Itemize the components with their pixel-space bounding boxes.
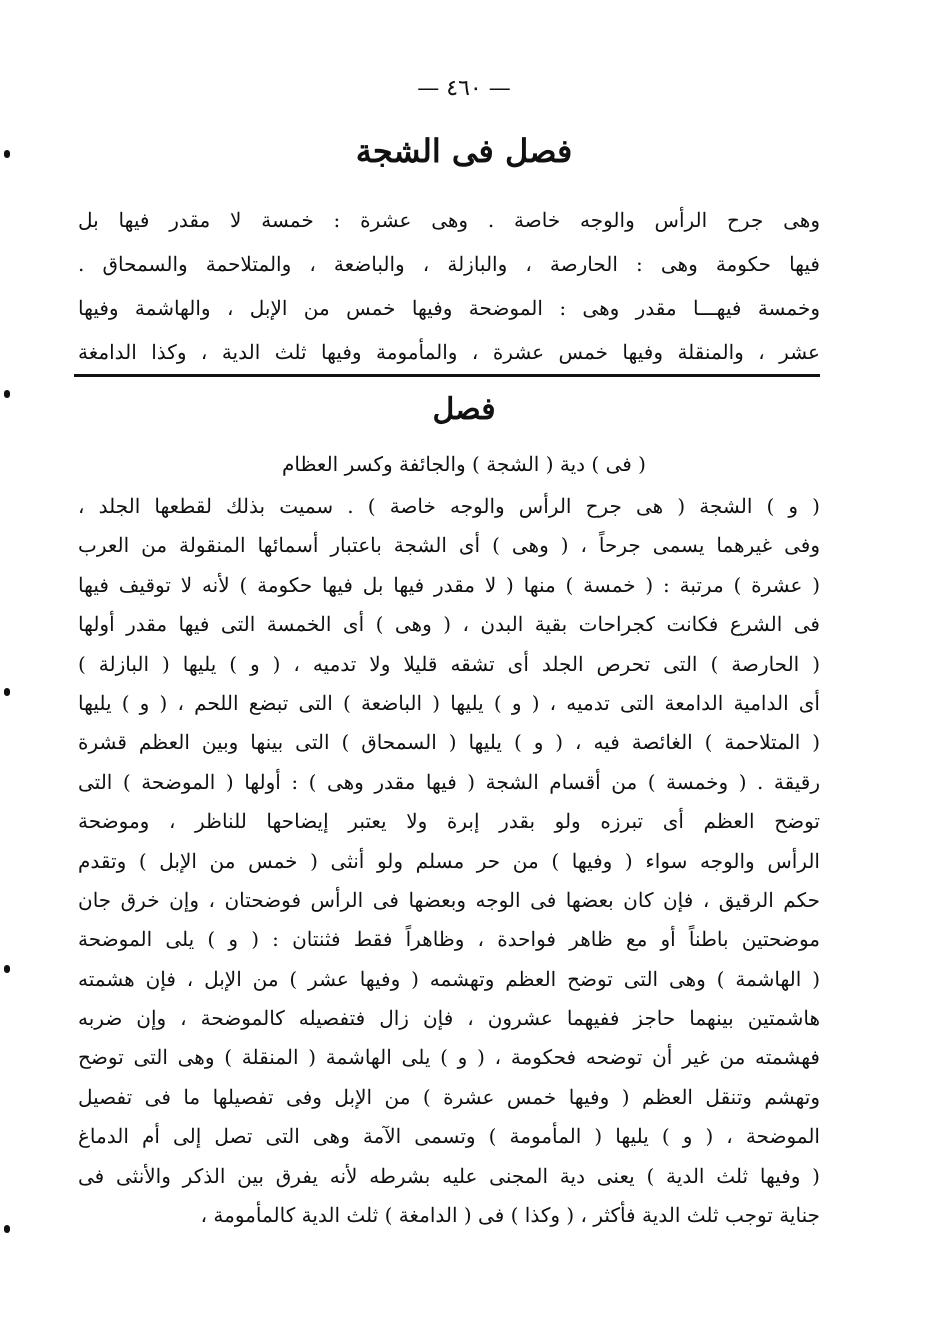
intro-text <box>78 198 820 374</box>
commentary-line: ( الهاشمة ) وهى التى توضح العظم وتهشمه ( وفيها عشر ) من الإبل ، فإن هشمته <box>78 966 820 991</box>
intro-line: وخمسة فيهـــا مقدر وهى : الموضحة وفيها خمس من الإبل ، والهاشمة وفيها <box>78 296 820 320</box>
commentary-line: الموضحة ، ( و ) يليها ( المأمومة ) وتسمى الآمة وهى التى تصل إلى أم الدماغ <box>78 1124 820 1149</box>
commentary-line: حكم الرقيق ، فإن كان بعضها فى الوجه وبعضها فى الرأس فوضحتان ، وإن خرق جان <box>78 887 820 912</box>
commentary-line: وفى غيرهما يسمى جرحاً ، ( وهى ) أى الشجة باعتبار أسمائها المنقولة من العرب <box>78 533 820 558</box>
commentary-line: رقيقة . ( وخمسة ) من أقسام الشجة ( فيها مقدر وهى ) : أولها ( الموضحة ) التى <box>78 769 820 794</box>
commentary-line: ( الحارصة ) التى تحرص الجلد أى تشقه قليلا ولا تدميه ، ( و ) يليها ( البازلة ) <box>78 651 820 676</box>
intro-line: فيها حكومة وهى : الحارصة ، والبازلة ، والباضعة ، والمتلاحمة والسمحاق . <box>78 252 820 276</box>
commentary-line: جناية توجب ثلث الدية فأكثر ، ( وكذا ) فى ( الدامغة ) ثلث الدية كالمأمومة ، <box>200 1203 820 1228</box>
commentary-line: ( وفيها ثلث الدية ) يعنى دية المجنى عليه بشرطه لأنه يفرق بين الذكر والأنثى فى <box>78 1163 820 1188</box>
divider-rule <box>74 374 820 377</box>
intro-line: عشر ، والمنقلة وفيها خمس عشرة ، والمأمومة وفيها ثلث الدية ، وكذا الدامغة <box>78 340 820 364</box>
commentary-line: ( عشرة ) مرتبة : ( خمسة ) منها ( لا مقدر فيها بل فيها حكومة ) لأنه لا توقيف فيها <box>78 572 820 597</box>
commentary-line: ( المتلاحمة ) الغائصة فيه ، ( و ) يليها ( السمحاق ) التى بينها وبين العظم قشرة <box>78 730 820 755</box>
commentary-line: فى الشرع فكانت كجراحات بقية البدن ، ( وهى ) أى الخمسة التى فيها مقدر أولها <box>78 612 820 637</box>
commentary-text <box>78 487 820 1235</box>
margin-mark <box>4 688 10 696</box>
commentary-line: ( و ) الشجة ( هى جرح الرأس والوجه خاصة ) . سميت بذلك لقطعها الجلد ، <box>78 494 820 518</box>
commentary-line: وتهشم وتنقل العظم ( وفيها خمس عشرة ) من الإبل وفى تفصيلها ما فى تفصيل <box>78 1084 820 1109</box>
section-subtitle: ( فى ) دية ( الشجة ) والجائفة وكسر العظام <box>282 452 646 476</box>
commentary-line: توضح العظم أى تبرزه ولو بقدر إبرة ولا يعتبر إيضاحها للناظر ، وموضحة <box>78 809 820 834</box>
page-number: — ٤٦٠ — <box>417 76 511 101</box>
section-title: فصل <box>432 392 496 427</box>
main-title: فصل فى الشجة <box>355 132 573 170</box>
commentary-line: هاشمتين بينهما حاجز ففيهما عشرون ، فإن زال فتفصيله كالموضحة ، وإن ضربه <box>78 1006 820 1031</box>
margin-mark <box>4 965 10 973</box>
commentary-line: فهشمته من غير أن توضحه فحكومة ، ( و ) يلى الهاشمة ( المنقلة ) وهى التى توضح <box>78 1045 820 1070</box>
commentary-line: الرأس والوجه سواء ( وفيها ) من حر مسلم ولو أنثى ( خمس من الإبل ) وتقدم <box>78 848 820 873</box>
commentary-line: أى الدامية الدامعة التى تدميه ، ( و ) يليها ( الباضعة ) التى تبضع اللحم ، ( و ) يليها <box>78 690 820 715</box>
margin-mark <box>4 1225 10 1233</box>
commentary-line: موضحتين باطناً أو مع ظاهر فواحدة ، وظاهراً فقط فثنتان : ( و ) يلى الموضحة <box>78 927 820 952</box>
intro-line: وهى جرح الرأس والوجه خاصة . وهى عشرة : خمسة لا مقدر فيها بل <box>78 208 820 232</box>
